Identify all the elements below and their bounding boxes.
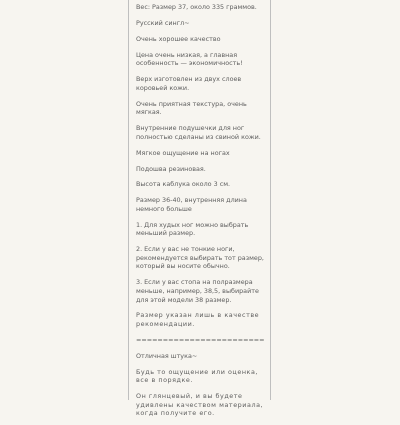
review-heading: Отличная штука~	[136, 351, 198, 360]
quality-text: Очень хорошее качество	[136, 34, 221, 43]
size-tip-3: 3. Если у вас стопа на полразмера меньше, например, 38,5, выбирайте для этой модели 38 размер.	[136, 278, 259, 304]
review-text-1: Будь то ощущение или оценка, все в порядке.	[136, 367, 259, 385]
size-range-text: Размер 36-40, внутренняя длина немного больше	[136, 196, 247, 213]
weight-text: Вес: Размер 37, около 335 граммов.	[136, 3, 257, 11]
upper-material-text: Верх изготовлен из двух слоев коровьей кожи.	[136, 75, 242, 92]
model-text: Русский сингл~	[136, 18, 190, 27]
size-tip-2: 2. Если у вас не тонкие ноги, рекомендуется выбирать тот размер, который вы носите обычно.	[136, 245, 264, 271]
description-text-column	[136, 0, 268, 425]
left-column-border	[128, 0, 129, 400]
price-text: Цена очень низкая, а главная особенность — экономичность!	[136, 50, 243, 68]
separator-line: ========================	[136, 335, 265, 344]
comfort-text: Мягкое ощущение на ногах	[136, 148, 230, 157]
size-tip-1: 1. Для худых ног можно выбрать меньший размер.	[136, 220, 249, 238]
review-text-2: Он глянцевый, и вы будете удивлены качеством материала, когда получите его.	[136, 392, 264, 418]
sole-text: Подошва резиновая.	[136, 164, 206, 173]
heel-height-text: Высота каблука около 3 см.	[136, 180, 231, 189]
size-recommendation-note: Размер указан лишь в качестве рекомендации.	[136, 311, 260, 328]
right-column-border	[270, 0, 271, 400]
texture-text: Очень приятная текстура, очень мягкая.	[136, 99, 247, 117]
insole-text: Внутренние подушечки для ног полностью сделаны из свиной кожи.	[136, 124, 261, 141]
